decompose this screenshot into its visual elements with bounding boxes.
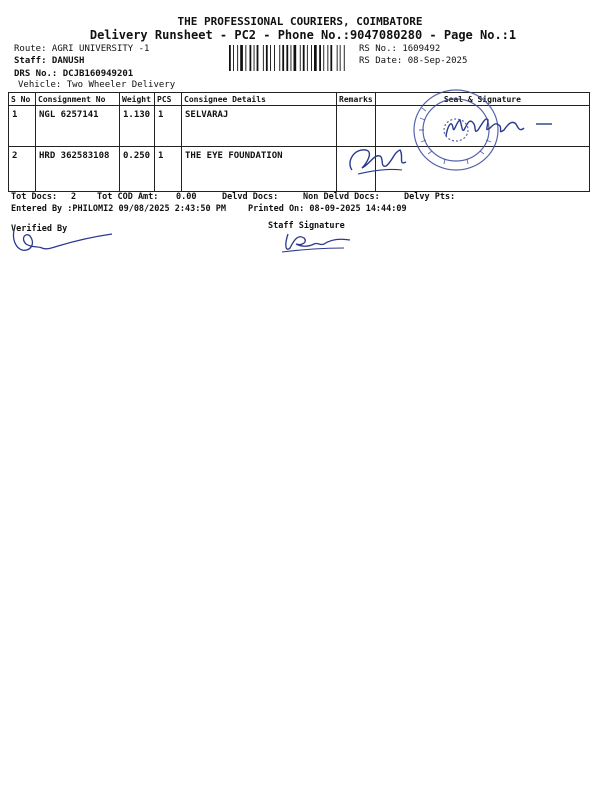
cell-weight: 1.130 — [120, 106, 155, 147]
cell-remarks — [337, 147, 376, 192]
vehicle-text: Vehicle: Two Wheeler Delivery — [18, 80, 176, 90]
cell-seal — [375, 147, 589, 192]
cell-pcs: 1 — [155, 106, 182, 147]
runsheet-table — [8, 92, 590, 192]
route-text: Route: AGRI UNIVERSITY -1 — [14, 44, 150, 54]
non-delvd-docs-label: Non Delvd Docs: — [303, 192, 380, 202]
runsheet-title: Delivery Runsheet - PC2 - Phone No.:9047080280 - Page No.:1 — [89, 28, 517, 42]
table-header-row — [9, 93, 590, 106]
table-row — [9, 147, 590, 192]
staff-signature-label: Staff Signature — [268, 221, 345, 231]
cell-consignment: NGL 6257141 — [36, 106, 120, 147]
company-title: THE PROFESSIONAL COURIERS, COIMBATORE — [177, 15, 423, 28]
cell-remarks — [337, 106, 376, 147]
cod-label: Tot COD Amt: — [97, 192, 159, 202]
printed-on: Printed On: 08-09-2025 14:44:09 — [248, 204, 407, 214]
col-header-pcs: PCS — [155, 93, 182, 106]
cell-weight: 0.250 — [120, 147, 155, 192]
tot-docs-value: 2 — [71, 192, 77, 202]
cod-value: 0.00 — [176, 192, 197, 202]
col-header-weight: Weight — [120, 93, 155, 106]
cell-consignee: THE EYE FOUNDATION — [182, 147, 337, 192]
drs-number: DRS No.: DCJB160949201 — [14, 69, 134, 79]
verified-by-label: Verified By — [11, 224, 68, 234]
cell-consignment: HRD 362583108 — [36, 147, 120, 192]
delvd-docs-label: Delvd Docs: — [222, 192, 279, 202]
tot-docs-label: Tot Docs: — [11, 192, 58, 202]
cell-pcs: 1 — [155, 147, 182, 192]
delvy-pts-label: Delvy Pts: — [404, 192, 456, 202]
entered-by: Entered By :PHILOMI2 09/08/2025 2:43:50 PM — [11, 204, 226, 214]
staff-signature-icon — [278, 228, 358, 256]
col-header-seal: Seal & Signature — [375, 93, 589, 106]
rs-number: RS No.: 1609492 — [359, 44, 441, 54]
barcode-icon — [229, 45, 355, 71]
cell-consignee: SELVARAJ — [182, 106, 337, 147]
col-header-sno: S No — [9, 93, 36, 106]
cell-sno: 1 — [9, 106, 36, 147]
col-header-remarks: Remarks — [337, 93, 376, 106]
cell-sno: 2 — [9, 147, 36, 192]
staff-text: Staff: DANUSH — [14, 56, 85, 66]
rs-date: RS Date: 08-Sep-2025 — [359, 56, 468, 66]
col-header-consignee: Consignee Details — [182, 93, 337, 106]
table-row — [9, 106, 590, 147]
cell-seal — [375, 106, 589, 147]
col-header-consignment: Consignment No — [36, 93, 120, 106]
